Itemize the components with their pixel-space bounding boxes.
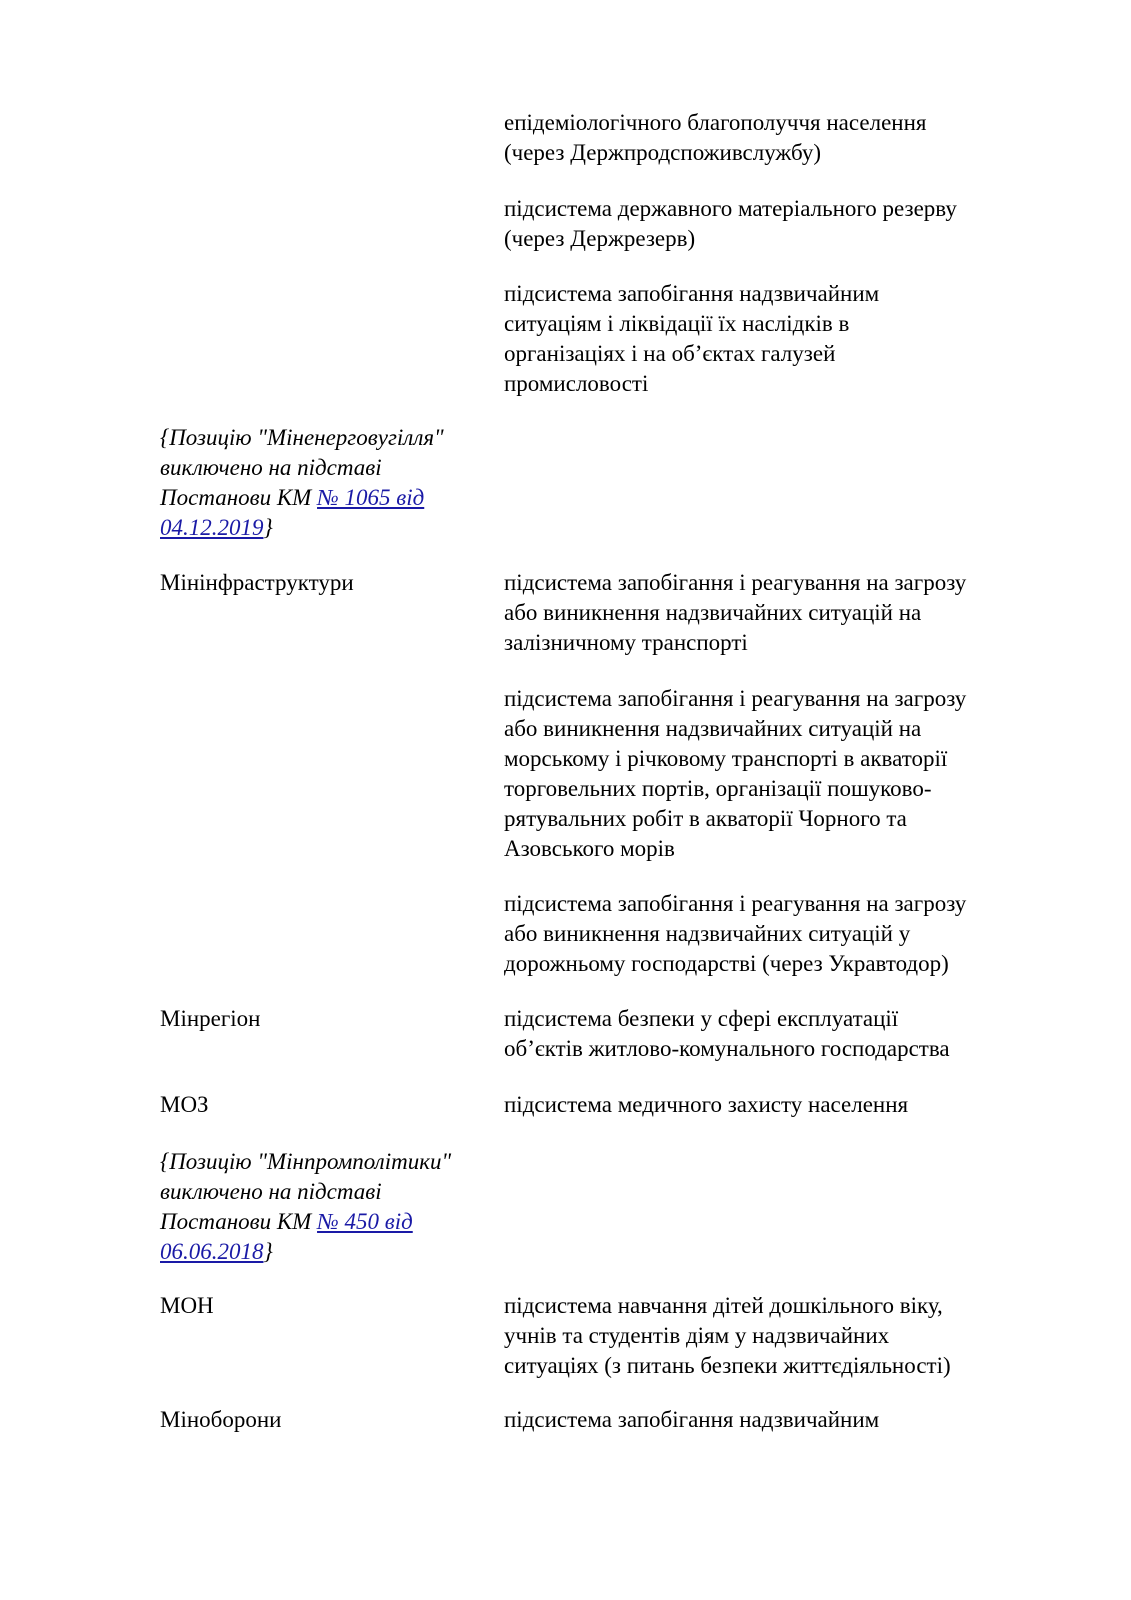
ministry-mon: МОН xyxy=(160,1293,214,1318)
text-line: (через Держпродспоживслужбу) xyxy=(504,140,822,165)
subsystem-housing-communal xyxy=(504,1004,1064,1064)
text-line: ситуаціях (з питань безпеки життєдіяльності) xyxy=(504,1353,951,1378)
note-line: {Позицію "Мінпромполітики" xyxy=(160,1149,452,1174)
resolution-link-450[interactable]: № 450 від xyxy=(317,1209,413,1234)
text-line: морському і річковому транспорті в акваторії xyxy=(504,746,948,771)
subsystem-medical xyxy=(504,1090,1064,1120)
note-text: } xyxy=(263,515,273,540)
subsystem-maritime xyxy=(504,684,1064,864)
note-line xyxy=(160,1207,505,1237)
resolution-link-1065-date[interactable]: 04.12.2019 xyxy=(160,515,264,540)
note-line xyxy=(160,1237,505,1267)
note-line: виключено на підставі xyxy=(160,455,382,480)
ministry-mininfrastructure: Мінінфраструктури xyxy=(160,570,354,595)
subsystem-industry-emergency xyxy=(504,279,1064,399)
amendment-note-minenergo xyxy=(160,423,505,543)
text-line: підсистема державного матеріального резерву xyxy=(504,196,957,221)
text-line: рятувальних робіт в акваторії Чорного та xyxy=(504,806,907,831)
subsystem-epidemiological xyxy=(504,108,1064,168)
text-line: ситуаціям і ліквідації їх наслідків в xyxy=(504,311,850,336)
text-line: організаціях і на об’єктах галузей xyxy=(504,341,836,366)
resolution-link-1065[interactable]: № 1065 від xyxy=(317,485,425,510)
resolution-link-450-date[interactable]: 06.06.2018 xyxy=(160,1239,264,1264)
ministry-minoborony: Міноборони xyxy=(160,1407,282,1432)
text-line: (через Держрезерв) xyxy=(504,226,696,251)
text-line: або виникнення надзвичайних ситуацій у xyxy=(504,921,911,946)
subsystem-railway xyxy=(504,568,1064,658)
text-line: або виникнення надзвичайних ситуацій на xyxy=(504,716,922,741)
text-line: підсистема безпеки у сфері експлуатації xyxy=(504,1006,899,1031)
text-line: Азовського морів xyxy=(504,836,675,861)
ministry-moz: МОЗ xyxy=(160,1092,209,1117)
text-line: об’єктів житлово-комунального господарства xyxy=(504,1036,950,1061)
text-line: підсистема запобігання і реагування на загрозу xyxy=(504,570,967,595)
note-line: {Позицію "Міненерговугілля" xyxy=(160,425,444,450)
text-line: підсистема запобігання надзвичайним xyxy=(504,281,880,306)
ministry-minregion: Мінрегіон xyxy=(160,1006,261,1031)
text-line: дорожньому господарстві (через Укравтодор) xyxy=(504,951,949,976)
text-line: підсистема запобігання і реагування на загрозу xyxy=(504,686,967,711)
text-line: учнів та студентів діям у надзвичайних xyxy=(504,1323,890,1348)
text-line: підсистема навчання дітей дошкільного віку, xyxy=(504,1293,943,1318)
subsystem-road xyxy=(504,889,1064,979)
note-text: Постанови КМ xyxy=(160,485,318,510)
subsystem-defense-emergency xyxy=(504,1405,1064,1435)
note-line xyxy=(160,513,505,543)
text-line: підсистема медичного захисту населення xyxy=(504,1092,909,1117)
text-line: промисловості xyxy=(504,371,649,396)
note-line xyxy=(160,483,505,513)
text-line: або виникнення надзвичайних ситуацій на xyxy=(504,600,922,625)
note-text: } xyxy=(263,1239,273,1264)
subsystem-material-reserve xyxy=(504,194,1064,254)
text-line: підсистема запобігання надзвичайним xyxy=(504,1407,880,1432)
text-line: залізничному транспорті xyxy=(504,630,748,655)
text-line: епідеміологічного благополуччя населення xyxy=(504,110,927,135)
text-line: підсистема запобігання і реагування на загрозу xyxy=(504,891,967,916)
subsystem-education xyxy=(504,1291,1064,1381)
amendment-note-minprompolitiky xyxy=(160,1147,505,1267)
note-line: виключено на підставі xyxy=(160,1179,382,1204)
text-line: торговельних портів, організації пошуково- xyxy=(504,776,932,801)
note-text: Постанови КМ xyxy=(160,1209,318,1234)
